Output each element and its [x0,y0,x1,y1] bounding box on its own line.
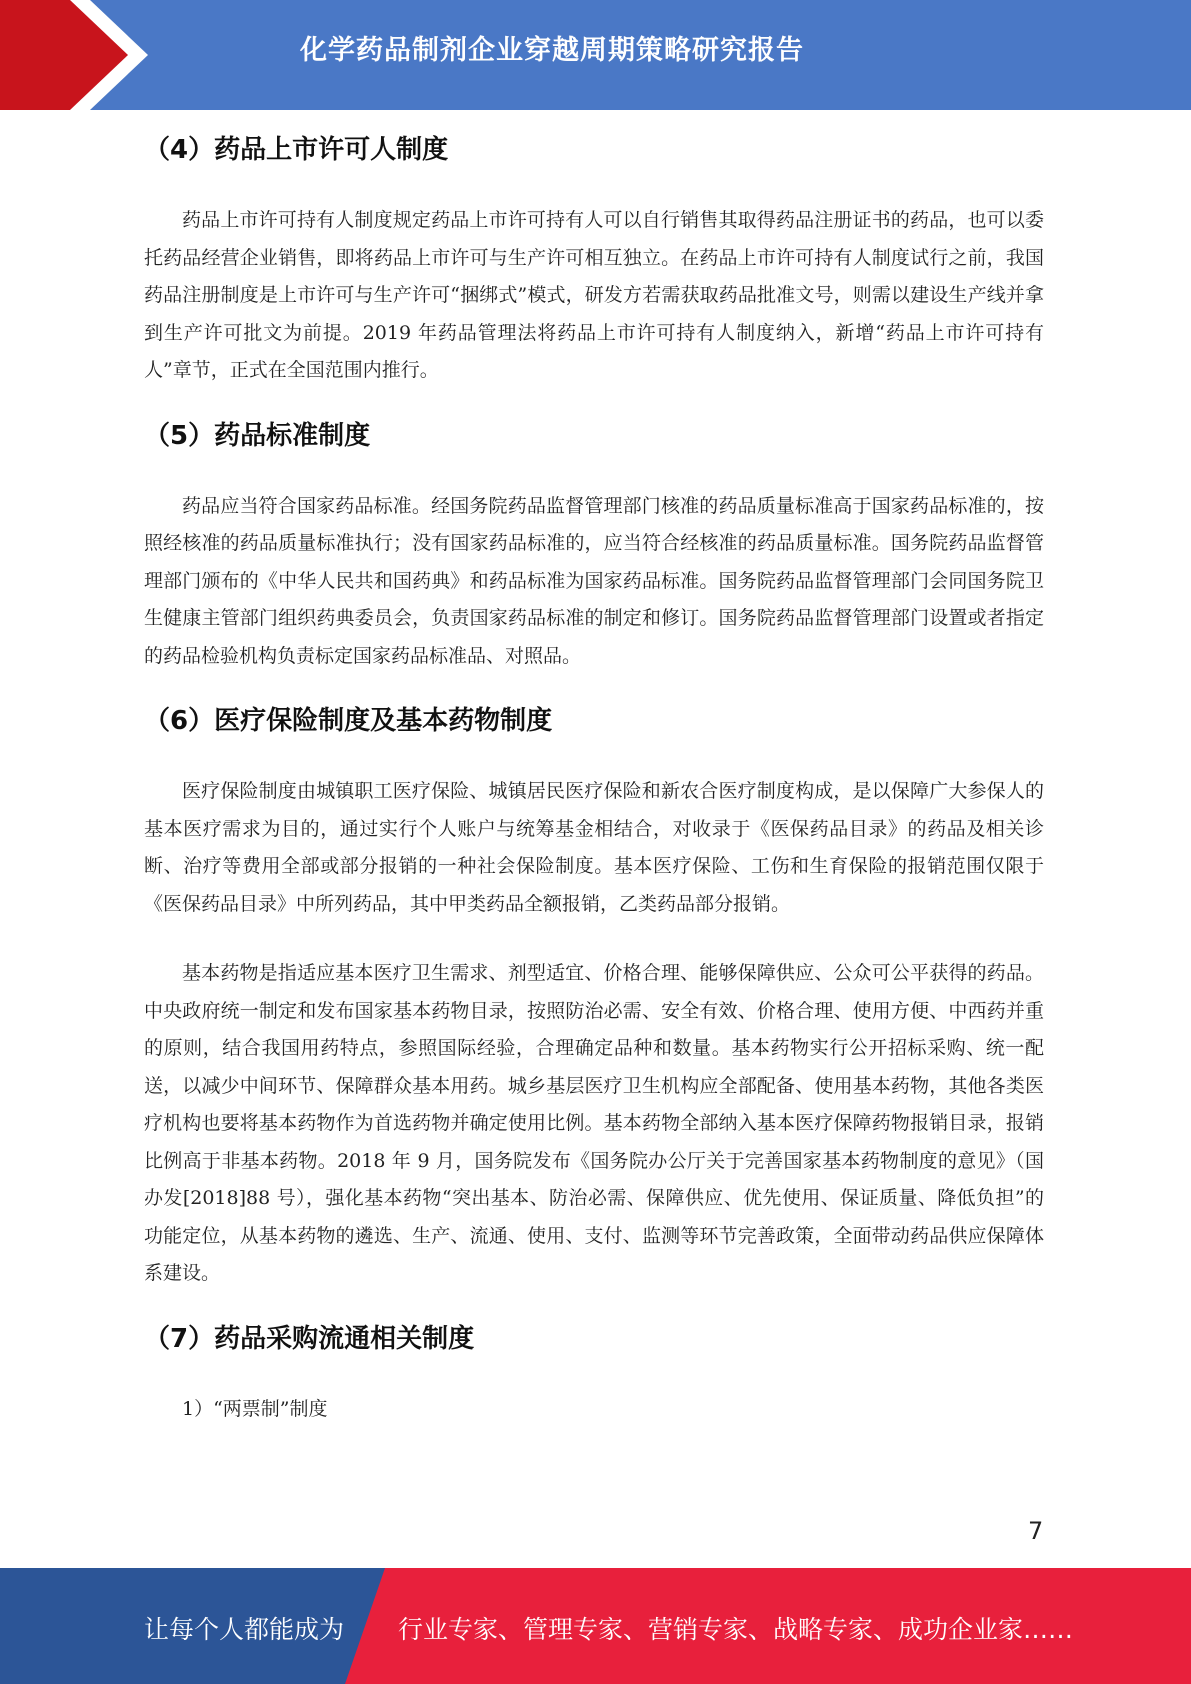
section-marketing-authorization [144,120,1044,390]
paragraph: 医疗保险制度由城镇职工医疗保险、城镇居民医疗保险和新农合医疗制度构成，是以保障广大参保人的基本医疗需求为目的，通过实行个人账户与统筹基金相结合，对收录于《医保药品目录》的药品及相关诊断、治疗等费用全部或部分报销的一种社会保险制度。基本医疗保险、工伤和生育保险的报销范围仅限于《医保药品目录》中所列药品，其中甲类药品全额报销，乙类药品部分报销。 [144,780,1044,915]
paragraph: 药品应当符合国家药品标准。经国务院药品监督管理部门核准的药品质量标准高于国家药品标准的，按照经核准的药品质量标准执行；没有国家药品标准的，应当符合经核准的药品质量标准。国务院药品监督管理部门颁布的《中华人民共和国药典》和药品标准为国家药品标准。国务院药品监督管理部门会同国务院卫生健康主管部门组织药典委员会，负责国家药品标准的制定和修订。国务院药品监督管理部门设置或者指定的药品检验机构负责标定国家药品标准品、对照品。 [144,494,1044,667]
section-heading: （5）药品标准制度 [144,420,371,451]
header-chevron-icon [0,0,160,110]
report-title: 化学药品制剂企业穿越周期策略研究报告 [300,35,804,66]
page-number: 7 [1028,1517,1044,1545]
paragraph: 药品上市许可持有人制度规定药品上市许可持有人可以自行销售其取得药品注册证书的药品，也可以委托药品经营企业销售，即将药品上市许可与生产许可相互独立。在药品上市许可持有人制度试行之前，我国药品注册制度是上市许可与生产许可“捆绑式”模式，研发方若需获取药品批准文号，则需以建设生产线并拿到生产许可批文为前提。2019 年药品管理法将药品上市许可持有人制度纳入，新增“药品上市许可持有人”章节，正式在全国范围内推行。 [144,209,1044,381]
document-body [144,120,1044,1428]
section-procurement [144,1309,1044,1429]
footer-slogan-right: 行业专家、管理专家、营销专家、战略专家、成功企业家…… [398,1615,1074,1644]
section-heading: （7）药品采购流通相关制度 [144,1323,475,1354]
section-heading: （4）药品上市许可人制度 [144,135,449,165]
section-heading: （6）医疗保险制度及基本药物制度 [144,706,553,736]
section-medical-insurance [144,691,1044,1293]
list-item: 1）“两票制”制度 [182,1397,328,1420]
paragraph: 基本药物是指适应基本医疗卫生需求、剂型适宜、价格合理、能够保障供应、公众可公平获得的药品。中央政府统一制定和发布国家基本药物目录，按照防治必需、安全有效、价格合理、使用方便、中西药并重的原则，结合我国用药特点，参照国际经验，合理确定品种和数量。基本药物实行公开招标采购、统一配送，以减少中间环节、保障群众基本用药。城乡基层医疗卫生机构应全部配备、使用基本药物，其他各类医疗机构也要将基本药物作为首选药物并确定使用比例。基本药物全部纳入基本医疗保障药物报销目录，报销比例高于非基本药物。2018 年 9 月，国务院发布《国务院办公厅关于完善国家基本药物制度的意见》（国办发[2018]88 号），强化基本药物“突出基本、防治必需、保障供应、优先使用、保证质量、降低负担”的功能定位，从基本药物的遴选、生产、流通、使用、支付、监测等环节完善政策，全面带动药品供应保障体系建设。 [144,962,1044,1284]
page-header [0,0,1191,110]
section-drug-standards [144,406,1044,676]
page-footer [0,1568,1191,1684]
footer-slogan-left: 让每个人都能成为 [144,1615,345,1644]
